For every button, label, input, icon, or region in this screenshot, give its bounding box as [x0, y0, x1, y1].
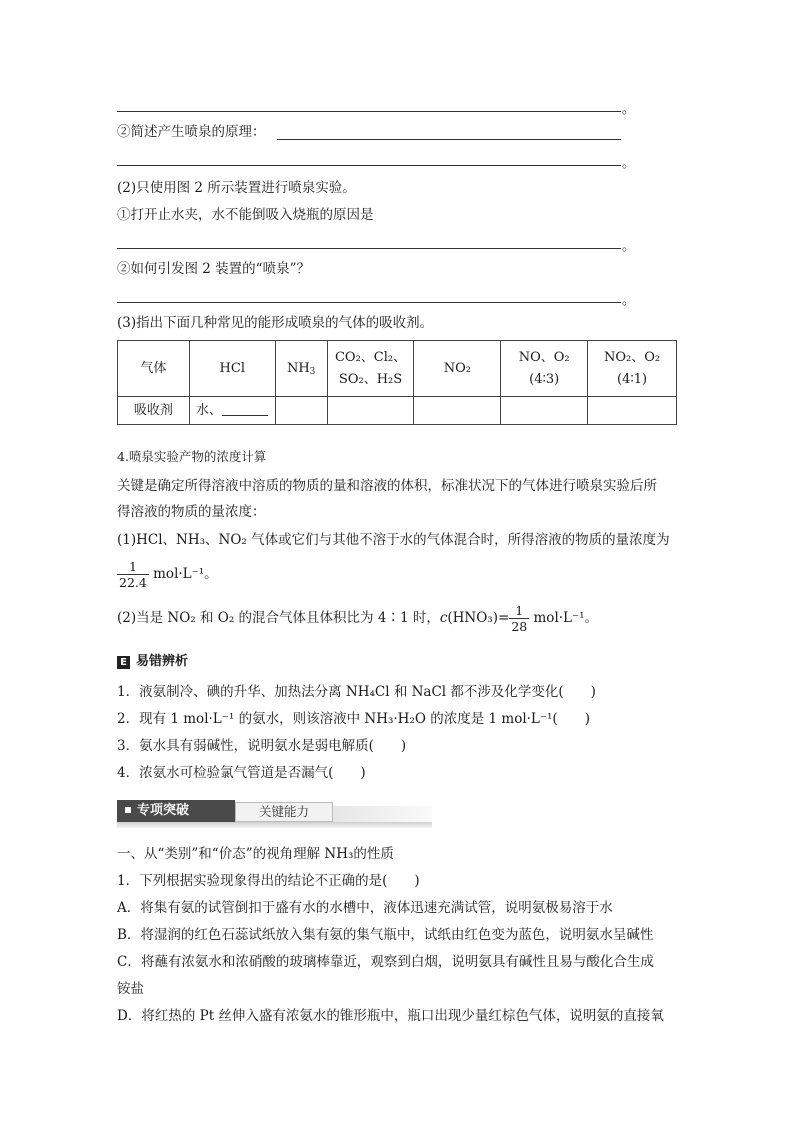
td-co2-answer[interactable] [327, 397, 414, 425]
q2-intro: (2)只使用图 2 所示装置进行喷泉实验。 [117, 180, 356, 196]
square-icon [125, 807, 131, 813]
section-banner [117, 800, 432, 828]
banner-shadow [117, 822, 432, 828]
td-hcl-answer[interactable]: 水、 [189, 397, 275, 425]
question-1: 1．下列根据实验现象得出的结论不正确的是( ) [117, 873, 420, 889]
fraction-2: $\frac{1}{28}$ [511, 603, 528, 634]
absorbent-table [117, 340, 677, 425]
error-analysis-icon: E [117, 656, 130, 669]
td-nh3-answer[interactable] [275, 397, 327, 425]
th-hcl: HCl [189, 341, 275, 397]
period-4: 。 [622, 293, 636, 308]
answer-line-1[interactable] [117, 111, 621, 112]
th-co2-group: CO₂、Cl₂、 SO₂、H₂S [327, 341, 414, 397]
period-1: 。 [622, 102, 636, 117]
td-no2-answer[interactable] [414, 397, 501, 425]
fraction-1: $\frac{1}{22.4}$ [119, 559, 147, 590]
banner-fade [333, 806, 432, 822]
answer-line-3[interactable] [117, 165, 621, 166]
th-no2: NO₂ [414, 341, 501, 397]
option-c-line2: 铵盐 [117, 981, 144, 997]
banner-dark-tab: 专项突破 [117, 800, 235, 822]
section4-p2: 得溶液的物质的量浓度： [117, 504, 266, 520]
period-3: 。 [622, 239, 636, 254]
section4-formula1: $\frac{1}{22.4}$ mol·L⁻¹。 [119, 559, 218, 590]
answer-line-2[interactable] [277, 139, 621, 140]
section4-p1: 关键是确定所得溶液中溶质的物质的量和溶液的体积，标准状况下的气体进行喷泉实验后所 [117, 478, 657, 494]
error-item-4: 4．浓氨水可检验氯气管道是否漏气( ) [117, 765, 366, 781]
table-header-row [118, 341, 677, 397]
error-item-1: 1．液氨制冷、碘的升华、加热法分离 NH₄Cl 和 NaCl 都不涉及化学变化( ) [117, 684, 596, 700]
td-absorbent-label: 吸收剂 [118, 397, 190, 425]
blank-line[interactable] [222, 401, 268, 416]
q1-2-label: ②简述产生喷泉的原理： [117, 124, 266, 140]
td-no2-o2-answer[interactable] [588, 397, 677, 425]
answer-line-5[interactable] [117, 302, 621, 303]
td-no-o2-answer[interactable] [501, 397, 588, 425]
option-d: D．将红热的 Pt 丝伸入盛有浓氨水的锥形瓶中，瓶口出现少量红棕色气体，说明氨的直接氧 [117, 1008, 664, 1024]
th-gas: 气体 [118, 341, 190, 397]
q2-1: ①打开止水夹，水不能倒吸入烧瓶的原因是 [117, 207, 374, 223]
section4-title: 4.喷泉实验产物的浓度计算 [117, 449, 267, 464]
option-c-line1: C．将蘸有浓氨水和浓硝酸的玻璃棒靠近，观察到白烟，说明氨具有碱性且易与酸化合生成 [117, 954, 654, 970]
section4-p3: (1)HCl、NH₃、NO₂ 气体或它们与其他不溶于水的气体混合时，所得溶液的物质的量浓度为 [117, 532, 670, 548]
option-a: A．将集有氨的试管倒扣于盛有水的水槽中，液体迅速充满试管，说明氨极易溶于水 [117, 900, 613, 916]
table-absorbent-row [118, 397, 677, 425]
error-analysis-title: 易错辨析 [136, 654, 189, 669]
answer-line-4[interactable] [117, 248, 621, 249]
th-no-o2: NO、O₂ (4∶3) [501, 341, 588, 397]
th-no2-o2: NO₂、O₂ (4∶1) [588, 341, 677, 397]
q2-2: ②如何引发图 2 装置的“喷泉”？ [117, 261, 310, 277]
q3-intro: (3)指出下面几种常见的能形成喷泉的气体的吸收剂。 [117, 315, 434, 331]
section4-p4: (2)当是 NO₂ 和 O₂ 的混合气体且体积比为 4∶1 时，c(HNO₃)= $\frac{1}{28}$ mol·L⁻¹。 [117, 603, 599, 634]
error-item-3: 3．氨水具有弱碱性，说明氨水是弱电解质( ) [117, 738, 407, 754]
banner-light-tab: 关键能力 [235, 802, 333, 822]
option-b: B．将湿润的红色石蕊试纸放入集有氨的集气瓶中，试纸由红色变为蓝色，说明氨水呈碱性 [117, 927, 654, 943]
period-2: 。 [622, 156, 636, 171]
error-item-2: 2．现有 1 mol·L⁻¹ 的氨水，则该溶液中 NH₃·H₂O 的浓度是 1 mol·L⁻¹( ) [117, 711, 590, 727]
sec1-title: 一、从“类别”和“价态”的视角理解 NH₃的性质 [117, 846, 394, 862]
th-nh3: $NH_3$ [275, 341, 327, 397]
